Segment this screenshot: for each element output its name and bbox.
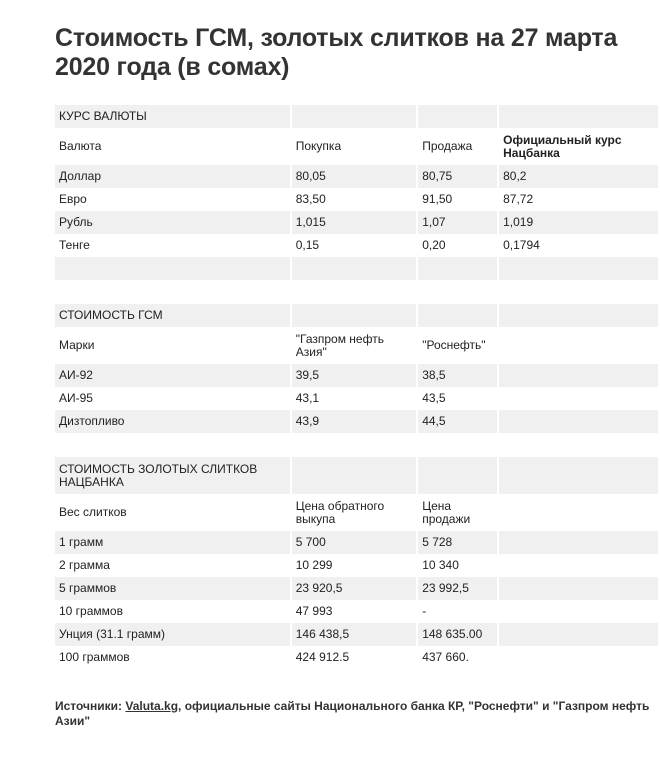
section-label-gold: СТОИМОСТЬ ЗОЛОТЫХ СЛИТКОВ НАЦБАНКА: [55, 457, 290, 494]
fuel-table: [53, 304, 660, 433]
table-cell: [499, 531, 658, 554]
table-header-row: [55, 327, 658, 364]
table-row: [55, 410, 658, 433]
column-header: "Газпром нефть Азия": [295, 331, 384, 359]
table-cell: 43,5: [422, 391, 446, 405]
gold-table: [53, 457, 660, 669]
table-cell: 43,1: [295, 391, 320, 405]
column-header: Продажа: [422, 139, 473, 153]
table-cell: 83,50: [295, 192, 326, 206]
column-header: "Роснефть": [422, 338, 486, 352]
section-label-fuel: СТОИМОСТЬ ГСМ: [55, 304, 290, 327]
section-header-row: [55, 105, 658, 128]
table-cell: [499, 387, 658, 410]
sources-prefix: Источники:: [55, 699, 126, 713]
table-cell: -: [422, 604, 427, 618]
table-cell: 0,15: [295, 238, 320, 252]
table-cell: 10 340: [422, 558, 459, 572]
table-row: [55, 554, 658, 577]
table-cell: 87,72: [503, 192, 534, 206]
table-cell: [499, 364, 658, 387]
table-row: [55, 364, 658, 387]
table-row: [55, 234, 658, 257]
sources-suffix: , официальные сайты Национального банка КР, "Роснефти" и "Газпром нефть Азии": [55, 699, 650, 728]
table-row: [55, 623, 658, 646]
table-cell: АИ-92: [55, 364, 290, 387]
table-row: [55, 531, 658, 554]
table-cell: 5 граммов: [55, 577, 290, 600]
table-cell: 424 912.5: [295, 650, 350, 664]
table-cell: [499, 600, 658, 623]
table-cell: Тенге: [59, 238, 90, 252]
section-header-row: [55, 304, 658, 327]
column-header: Цена продажи: [422, 498, 471, 526]
table-row: [55, 646, 658, 669]
column-header: Валюта: [59, 139, 102, 153]
table-row: [55, 577, 658, 600]
table-cell: [499, 554, 658, 577]
table-row: [55, 211, 658, 234]
table-cell: 91,50: [422, 192, 453, 206]
empty-row: [55, 257, 658, 280]
table-cell: 10 299: [295, 558, 333, 572]
column-header: [499, 494, 658, 531]
table-cell: 0,20: [422, 238, 446, 252]
table-row: [55, 165, 658, 188]
table-row: [55, 387, 658, 410]
table-cell: 38,5: [418, 364, 497, 387]
sources-link[interactable]: Valuta.kg: [125, 699, 179, 713]
column-header: Покупка: [295, 139, 342, 153]
table-cell: Рубль: [55, 211, 290, 234]
column-header: Официальный курс Нацбанка: [503, 132, 622, 160]
table-cell: [499, 410, 658, 433]
section-label-currency: КУРС ВАЛЮТЫ: [55, 105, 290, 128]
table-cell: 1,019: [499, 211, 658, 234]
page-title: Стоимость ГСМ, золотых слитков на 27 марта 2020 года (в сомах): [55, 24, 618, 81]
table-cell: Доллар: [55, 165, 290, 188]
table-cell: 0,1794: [503, 238, 540, 252]
table-cell: 437 660.: [422, 650, 469, 664]
table-cell: 5 728: [418, 531, 497, 554]
column-header: Вес слитков: [59, 505, 127, 519]
table-header-row: [55, 128, 658, 165]
infographic: [55, 24, 658, 729]
table-header-row: [55, 494, 658, 531]
table-cell: 47 993: [295, 604, 333, 618]
sources-note: [55, 699, 658, 729]
table-cell: 80,2: [499, 165, 658, 188]
table-cell: 44,5: [418, 410, 497, 433]
table-cell: [499, 623, 658, 646]
table-cell: 23 992,5: [418, 577, 497, 600]
spacer: [55, 433, 658, 457]
table-row: [55, 600, 658, 623]
table-cell: 5 700: [292, 531, 416, 554]
rates-table: [53, 105, 660, 280]
section-header-row: [55, 457, 658, 494]
table-cell: 146 438,5: [292, 623, 416, 646]
column-header: Марки: [59, 338, 95, 352]
table-cell: 100 граммов: [59, 650, 130, 664]
table-cell: Дизтопливо: [55, 410, 290, 433]
table-cell: 43,9: [292, 410, 416, 433]
table-row: [55, 188, 658, 211]
table-cell: 1 грамм: [55, 531, 290, 554]
table-cell: 1,07: [418, 211, 497, 234]
table-cell: 23 920,5: [292, 577, 416, 600]
column-header: Цена обратного выкупа: [295, 498, 385, 526]
table-cell: [499, 577, 658, 600]
table-cell: 148 635.00: [418, 623, 497, 646]
spacer: [55, 280, 658, 304]
table-cell: Евро: [59, 192, 87, 206]
table-cell: [499, 646, 658, 669]
table-cell: АИ-95: [59, 391, 93, 405]
column-header: [499, 327, 658, 364]
table-cell: 2 грамма: [59, 558, 110, 572]
table-cell: 39,5: [292, 364, 416, 387]
table-cell: 10 граммов: [59, 604, 123, 618]
table-cell: 1,015: [292, 211, 416, 234]
table-cell: 80,05: [292, 165, 416, 188]
table-cell: Унция (31.1 грамм): [55, 623, 290, 646]
table-cell: 80,75: [418, 165, 497, 188]
